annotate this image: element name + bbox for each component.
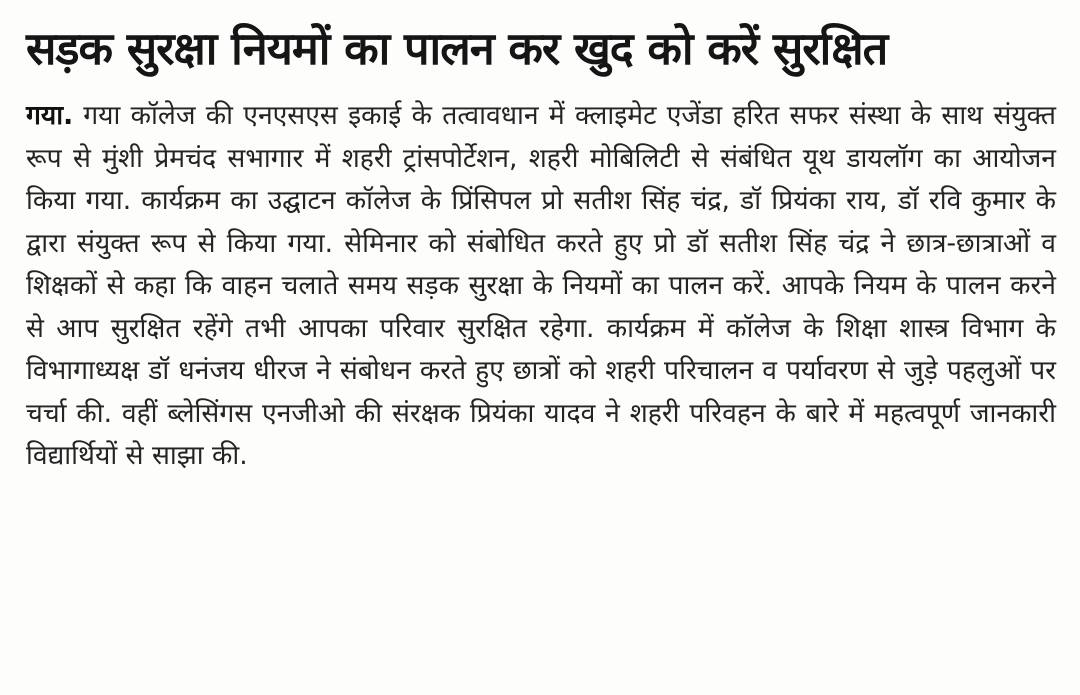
article-body	[26, 95, 1056, 478]
article-dateline: गया.	[26, 100, 74, 131]
article-headline: सड़क सुरक्षा नियमों का पालन कर खुद को करें सुरक्षित	[26, 22, 888, 75]
article-body-text: गया कॉलेज की एनएसएस इकाई के तत्वावधान में क्लाइमेट एजेंडा हरित सफर संस्था के साथ संयुक्त रूप से मुंशी प्रेमचंद सभागार में शहरी ट्रांसपोर्टेशन, शहरी मोबिलिटी से संबंधित यूथ डायलॉग का आयोजन किया गया. कार्यक्रम का उद्घाटन कॉलेज के प्रिंसिपल प्रो सतीश सिंह चंद्र, डॉ प्रियंका राय, डॉ रवि कुमार के द्वारा संयुक्त रूप से किया गया. सेमिनार को संबोधित करते हुए प्रो डॉ सतीश सिंह चंद्र ने छात्र-छात्राओं व शिक्षकों से कहा कि वाहन चलाते समय सड़क सुरक्षा के नियमों का पालन करें. आपके नियम के पालन करने से आप सुरक्षित रहेंगे तभी आपका परिवार सुरक्षित रहेगा. कार्यक्रम में कॉलेज के शिक्षा शास्त्र विभाग के विभागाध्यक्ष डॉ धनंजय धीरज ने संबोधन करते हुए छात्रों को शहरी परिचालन व पर्यावरण से जुड़े पहलुओं पर चर्चा की. वहीं ब्लेसिंगस एनजीओ की संरक्षक प्रियंका यादव ने शहरी परिवहन के बारे में महत्वपूर्ण जानकारी विद्यार्थियों से साझा की.	[26, 100, 1056, 471]
